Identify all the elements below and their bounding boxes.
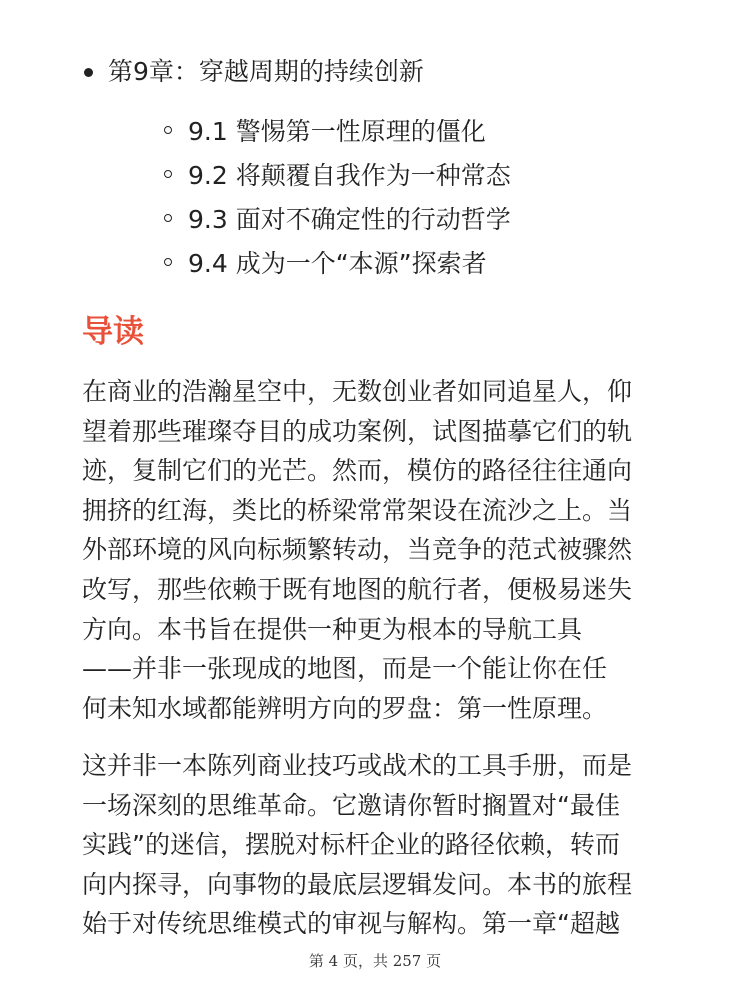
section-outline-list <box>188 110 511 286</box>
paragraph-line: 这并非一本陈列商业技巧或战术的工具手册，而是 <box>82 751 633 780</box>
section-outline-item <box>188 198 511 242</box>
section-outline-item <box>188 110 511 154</box>
circle-bullet-icon <box>164 214 172 222</box>
paragraph-line: 何未知水域都能辨明方向的罗盘：第一性原理。 <box>82 693 608 723</box>
page-number-footer: 第 4 页，共 257 页 <box>308 952 442 970</box>
intro-paragraph-2 <box>82 746 682 944</box>
chapter-outline-item <box>108 54 424 90</box>
paragraph-line: 实践”的迷信，摆脱对标杆企业的路径依赖，转而 <box>82 830 620 860</box>
circle-bullet-icon <box>164 170 172 178</box>
paragraph-line: 外部环境的风向标频繁转动，当竞争的范式被骤然 <box>82 535 633 565</box>
section-outline-item <box>188 242 511 286</box>
paragraph-line: 拥挤的红海，类比的桥梁常常架设在流沙之上。当 <box>82 495 633 525</box>
paragraph-line: 改写，那些依赖于既有地图的航行者，便极易迷失 <box>82 574 633 604</box>
paragraph-line: 一场深刻的思维革命。它邀请你暂时搁置对“最佳 <box>82 790 620 820</box>
chapter-title: 第9章：穿越周期的持续创新 <box>108 57 424 86</box>
paragraph-line: 望着那些璀璨夺目的成功案例，试图描摹它们的轨 <box>82 416 633 446</box>
section-title: 9.4 成为一个“本源”探索者 <box>188 249 487 278</box>
paragraph-line: 始于对传统思维模式的审视与解构。第一章“超越 <box>82 909 620 939</box>
disc-bullet-icon <box>84 68 93 77</box>
section-title: 9.1 警惕第一性原理的僵化 <box>188 117 486 146</box>
paragraph-line: 向内探寻，向事物的最底层逻辑发问。本书的旅程 <box>82 869 633 899</box>
paragraph-line: 方向。本书旨在提供一种更为根本的导航工具 <box>82 614 583 644</box>
circle-bullet-icon <box>164 258 172 266</box>
intro-heading: 导读 <box>82 314 144 350</box>
circle-bullet-icon <box>164 126 172 134</box>
paragraph-line: 迹，复制它们的光芒。然而，模仿的路径往往通向 <box>82 456 633 486</box>
paragraph-line: 在商业的浩瀚星空中，无数创业者如同追星人，仰 <box>82 377 633 406</box>
section-title: 9.2 将颠覆自我作为一种常态 <box>188 161 511 190</box>
intro-paragraph-1 <box>82 372 682 728</box>
section-outline-item <box>188 154 511 198</box>
section-title: 9.3 面对不确定性的行动哲学 <box>188 205 511 234</box>
paragraph-line: ——并非一张现成的地图，而是一个能让你在任 <box>82 654 608 684</box>
